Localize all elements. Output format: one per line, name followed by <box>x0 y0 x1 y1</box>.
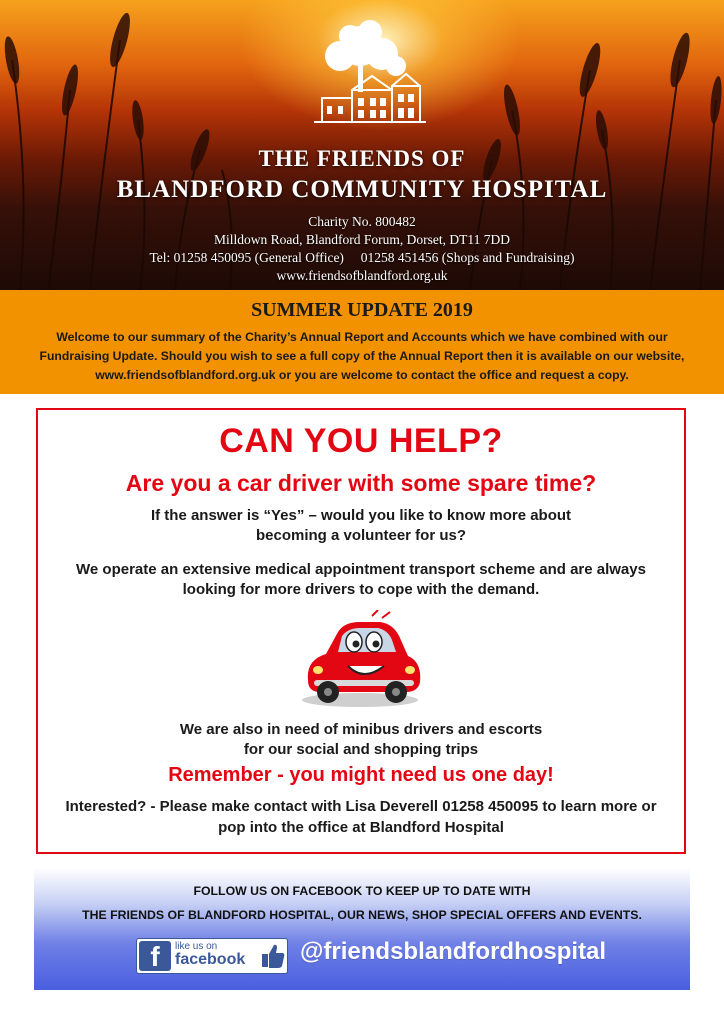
facebook-like-badge[interactable] <box>136 938 288 974</box>
facebook-band <box>34 868 690 990</box>
org-title-line1: THE FRIENDS OF <box>258 146 466 171</box>
can-you-help-heading: CAN YOU HELP? <box>219 422 503 460</box>
postal-address: Milldown Road, Blandford Forum, Dorset, DT11 7DD <box>213 232 511 247</box>
like-us-on-label: like us on <box>175 941 218 952</box>
contact-lisa-text: Interested? - Please make contact with Lisa Deverell 01258 450095 to learn more or pop into the office at Blandford Hospital <box>65 798 657 836</box>
minibus-drivers-text: We are also in need of minibus drivers and escorts for our social and shopping trips <box>179 721 543 758</box>
charity-number: Charity No. 800482 <box>308 214 416 229</box>
thumbs-up-icon <box>261 943 285 969</box>
facebook-follow-line2: THE FRIENDS OF BLANDFORD HOSPITAL, OUR NEWS, SHOP SPECIAL OFFERS AND EVENTS. <box>82 908 642 922</box>
website-link[interactable]: www.friendsofblandford.org.uk <box>276 268 448 283</box>
volunteer-driver-box <box>36 408 686 854</box>
header-banner <box>0 0 724 290</box>
facebook-handle[interactable]: @friendsblandfordhospital <box>300 938 607 965</box>
summer-update-title: SUMMER UPDATE 2019 <box>251 299 473 321</box>
hospital-tree-logo <box>300 18 435 133</box>
cartoon-car-icon <box>298 610 428 710</box>
summer-update-band <box>0 290 724 394</box>
transport-scheme-text: We operate an extensive medical appointment transport scheme and are always looking for more drivers to cope with the demand. <box>76 561 646 598</box>
facebook-follow-line1: FOLLOW US ON FACEBOOK TO KEEP UP TO DATE WITH <box>193 884 531 898</box>
facebook-wordmark: facebook <box>175 951 246 968</box>
remember-slogan: Remember - you might need us one day! <box>168 764 554 786</box>
telephone-numbers: Tel: 01258 450095 (General Office) 01258 451456 (Shops and Fundraising) <box>149 250 575 265</box>
car-driver-question: Are you a car driver with some spare time? <box>125 470 597 496</box>
org-title-line2: BLANDFORD COMMUNITY HOSPITAL <box>116 176 608 203</box>
facebook-f-icon: f <box>139 941 171 971</box>
summer-update-text: Welcome to our summary of the Charity’s Annual Report and Accounts which we have combined with our Fundraising Update. Should you wish to see a full copy of the Annual Report then it is available on our website, www.friendsofblandford.org.uk or you are welcome to contact the office and request a copy. <box>39 330 685 382</box>
volunteer-question-text: If the answer is “Yes” – would you like to know more about becoming a volunteer for us? <box>150 507 572 544</box>
